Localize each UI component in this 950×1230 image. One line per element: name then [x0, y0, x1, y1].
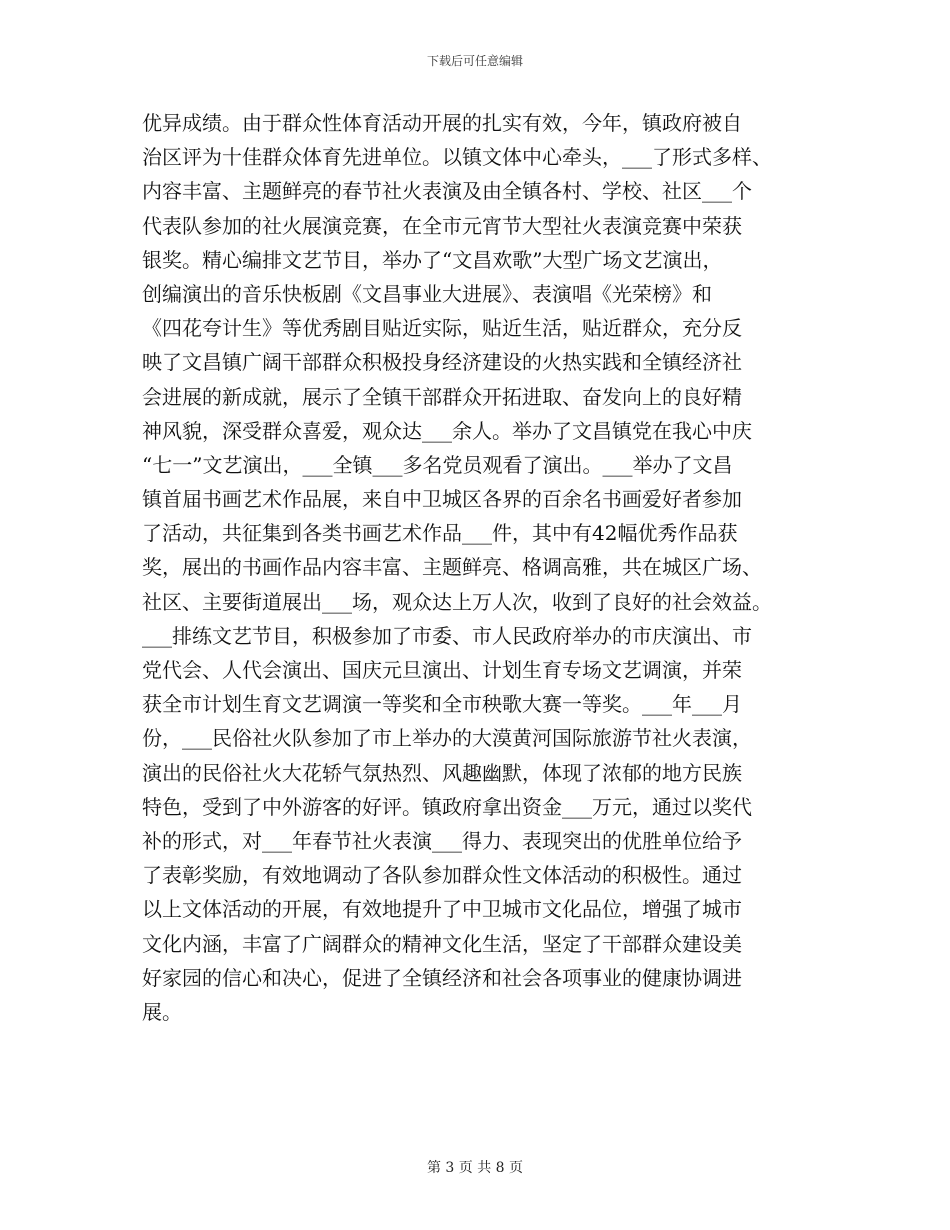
document-body	[142, 106, 818, 1029]
body-line: 展。	[142, 999, 182, 1024]
body-line: 党代会、人代会演出、国庆元旦演出、计划生育专场文艺调演，并荣	[142, 658, 742, 682]
body-line: 代表队参加的社火展演竞赛，在全市元宵节大型社火表演竞赛中荣获	[142, 213, 742, 238]
body-line: 好家园的信心和决心，促进了全镇经济和社会各项事业的健康协调进	[142, 965, 742, 990]
page-header-note: 下载后可任意编辑	[426, 54, 523, 68]
body-line: 会进展的新成就，展示了全镇干部群众开拓进取、奋发向上的良好精	[142, 384, 742, 409]
body-line: 优异成绩。由于群众性体育活动开展的扎实有效，今年，镇政府被自	[142, 111, 742, 135]
body-line: 《四花夸计生》等优秀剧目贴近实际，贴近生活，贴近群众，充分反	[142, 316, 742, 341]
body-line: 神风貌，深受群众喜爱，观众达___余人。举办了文昌镇党在我心中庆	[142, 418, 752, 443]
body-line: 内容丰富、主题鲜亮的春节社火表演及由全镇各村、学校、社区___个	[142, 179, 752, 204]
body-line: 获全市计划生育文艺调演一等奖和全市秧歌大赛一等奖。___年___月	[142, 692, 742, 717]
body-line: “七一”文艺演出，___全镇___多名党员观看了演出。___举办了文昌	[142, 452, 733, 477]
body-line: 特色，受到了中外游客的好评。镇政府拿出资金___万元，通过以奖代	[142, 794, 752, 819]
body-line: 份，___民俗社火队参加了市上举办的大漠黄河国际旅游节社火表演，	[142, 726, 752, 751]
body-line: 镇首届书画艺术作品展，来自中卫城区各界的百余名书画爱好者参加	[142, 487, 742, 512]
body-line: 了活动，共征集到各类书画艺术作品___件，其中有42幅优秀作品获	[142, 521, 738, 546]
body-line: 社区、主要街道展出___场，观众达上万人次，收到了良好的社会效益。	[142, 589, 772, 614]
body-line: 银奖。精心编排文艺节目，举办了“文昌欢歌”大型广场文艺演出，	[142, 247, 723, 272]
body-line: 文化内涵，丰富了广阔群众的精神文化生活，坚定了干部群众建设美	[142, 931, 742, 956]
body-line: 奖，展出的书画作品内容丰富、主题鲜亮、格调高雅，共在城区广场、	[142, 555, 762, 580]
body-line: 了表彰奖励，有效地调动了各队参加群众性文体活动的积极性。通过	[142, 863, 742, 888]
body-line: 补的形式，对___年春节社火表演___得力、表现突出的优胜单位给予	[142, 828, 742, 853]
body-line: 治区评为十佳群众体育先进单位。以镇文体中心牵头，___了形式多样、	[142, 145, 772, 170]
body-line: 映了文昌镇广阔干部群众积极投身经济建设的火热实践和全镇经济社	[142, 350, 742, 375]
body-line: 以上文体活动的开展，有效地提升了中卫城市文化品位，增强了城市	[142, 897, 742, 922]
body-line: 演出的民俗社火大花轿气氛热烈、风趣幽默，体现了浓郁的地方民族	[142, 760, 742, 785]
page-number: 第 3 页 共 8 页	[426, 1160, 524, 1176]
body-line: ___排练文艺节目，积极参加了市委、市人民政府举办的市庆演出、市	[142, 623, 752, 648]
body-line: 创编演出的音乐快板剧《文昌事业大进展》、表演唱《光荣榜》和	[142, 281, 712, 306]
